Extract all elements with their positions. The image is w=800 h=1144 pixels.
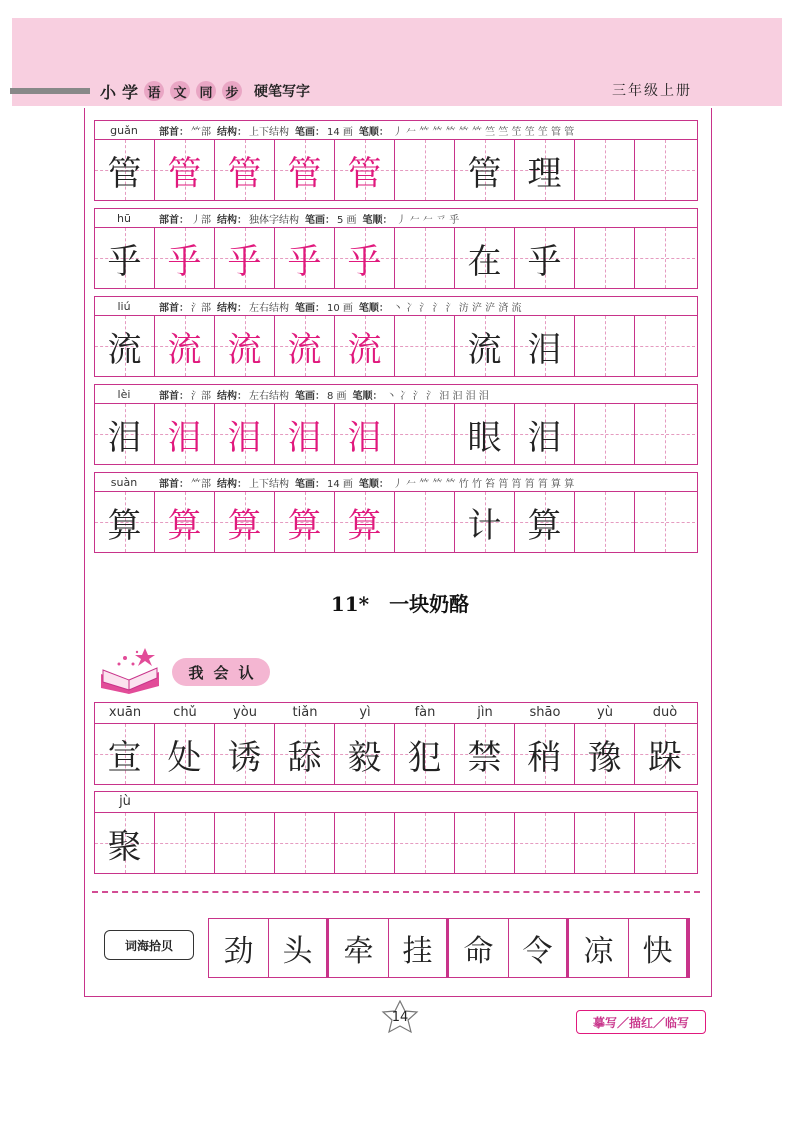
learn-section	[94, 702, 698, 874]
learn-char: 跺	[648, 737, 682, 778]
grid-cell	[635, 724, 695, 784]
model-char: 算	[107, 505, 142, 546]
trace-char: 算	[287, 505, 322, 546]
lesson-title: 11* 一块奶酪	[330, 592, 470, 616]
order-label: 笔顺：	[358, 126, 389, 138]
order-label: 笔顺：	[358, 478, 389, 490]
radical-label: 部首：	[159, 390, 189, 402]
grid-cell	[155, 316, 215, 376]
word-bank-char: 牵	[343, 934, 374, 969]
grid-cell	[395, 316, 455, 376]
learn-pinyin: yòu	[233, 705, 257, 720]
word-bank-char: 挂	[402, 934, 433, 969]
model-char: 流	[107, 329, 142, 370]
empty-pinyin	[275, 792, 335, 812]
learn-pinyin: shāo	[529, 705, 561, 720]
stroke-order: 丿 𠂉 𥫗 𥫗 𥫗 𥫗 𥫗 竺 竺 笁 笁 笁 管 管	[392, 126, 575, 138]
grid-cell	[155, 492, 215, 552]
char-info-row	[94, 472, 698, 491]
grid-cell	[335, 316, 395, 376]
learn-pinyin: yì	[359, 705, 371, 720]
order-label: 笔顺：	[352, 390, 383, 402]
divider-line	[92, 891, 700, 893]
grid-cell	[215, 813, 275, 873]
grid-cell	[515, 316, 575, 376]
structure-label: 结构：	[217, 390, 247, 402]
grid-cell	[575, 724, 635, 784]
grid-cell	[335, 492, 395, 552]
grid-cell	[455, 813, 515, 873]
grid-cell	[395, 140, 455, 200]
grid-cell	[215, 316, 275, 376]
trace-char: 泪	[227, 417, 262, 458]
char-info-row	[94, 120, 698, 139]
word-bank-char: 头	[282, 934, 313, 969]
trace-char: 流	[347, 329, 382, 370]
stroke-order: 丿 𠂉 𠂉 乊 乎	[396, 214, 460, 226]
char-pinyin: suàn	[110, 475, 138, 489]
char-grid	[94, 491, 698, 553]
trace-char: 管	[287, 153, 322, 194]
empty-pinyin	[155, 792, 215, 812]
learn-label	[172, 658, 270, 686]
strokes-label: 笔画：	[295, 126, 325, 138]
grid-cell	[95, 724, 155, 784]
empty-pinyin	[395, 792, 455, 812]
char-info-row	[94, 384, 698, 403]
grid-cell	[515, 813, 575, 873]
grid-cell	[455, 724, 515, 784]
radical-label: 部首：	[159, 126, 189, 138]
char-pinyin: guǎn	[110, 123, 138, 137]
radical-value: 氵部	[191, 302, 211, 314]
learn-label-char: 我	[188, 663, 204, 682]
learn-pinyin: jìn	[477, 705, 493, 720]
grade-label: 三年级上册	[612, 83, 692, 99]
word-char: 算	[527, 505, 562, 546]
grid-cell	[395, 404, 455, 464]
grid-cell	[335, 228, 395, 288]
order-label: 笔顺：	[362, 214, 393, 226]
grid-cell	[395, 228, 455, 288]
grid-cell	[275, 140, 335, 200]
radical-value: ⺮部	[191, 478, 211, 490]
strokes-value: 5 画	[337, 214, 357, 226]
grid-cell	[155, 228, 215, 288]
word-char: 理	[527, 153, 562, 194]
series-char: 学	[122, 82, 139, 102]
grid-cell	[575, 140, 635, 200]
empty-pinyin	[515, 792, 575, 812]
grid-cell	[455, 404, 515, 464]
word-char: 眼	[467, 417, 502, 458]
empty-pinyin	[575, 792, 635, 812]
word-char: 管	[467, 153, 502, 194]
empty-pinyin	[335, 792, 395, 812]
circled-char: 文	[170, 81, 190, 101]
stroke-order: 丶 冫 氵 氵 氵 汸 浐 浐 済 流	[392, 302, 522, 314]
book-title	[100, 80, 310, 102]
grid-cell	[275, 228, 335, 288]
empty-pinyin	[635, 792, 695, 812]
grid-cell	[575, 316, 635, 376]
char-practice-block	[94, 120, 698, 201]
grid-cell	[215, 404, 275, 464]
learn-pinyin-row	[94, 791, 698, 812]
word-bank-cell	[569, 919, 629, 977]
trace-char: 算	[167, 505, 202, 546]
radical-label: 部首：	[159, 302, 189, 314]
word-bank-char: 凉	[583, 934, 614, 969]
learn-char: 宣	[107, 737, 142, 778]
char-practice-block	[94, 472, 698, 553]
grid-cell	[635, 404, 695, 464]
radical-label: 部首：	[159, 214, 189, 226]
grid-cell	[215, 724, 275, 784]
grid-cell	[155, 813, 215, 873]
model-char: 泪	[107, 417, 142, 458]
word-char: 计	[467, 505, 502, 546]
grid-cell	[335, 813, 395, 873]
learn-pinyin: duò	[652, 705, 678, 720]
grid-cell	[455, 228, 515, 288]
word-bank-char: 命	[463, 934, 494, 969]
char-info-row	[94, 296, 698, 315]
book-subtitle: 硬笔写字	[254, 84, 311, 100]
grid-cell	[515, 492, 575, 552]
trace-char: 管	[167, 153, 202, 194]
learn-char: 舔	[287, 737, 322, 778]
grid-cell	[155, 140, 215, 200]
grid-cell	[335, 404, 395, 464]
structure-label: 结构：	[217, 214, 247, 226]
word-bank-cell	[209, 919, 269, 977]
book-icon	[95, 644, 165, 694]
learn-char-grid	[94, 812, 698, 874]
learn-label-char: 认	[238, 663, 254, 682]
learn-char: 聚	[107, 826, 142, 867]
grid-cell	[515, 228, 575, 288]
learn-pinyin: yù	[597, 705, 613, 720]
stroke-order: 丶 冫 氵 氵 汩 汩 泪 泪	[386, 390, 489, 402]
grid-cell	[95, 492, 155, 552]
grid-cell	[275, 492, 335, 552]
char-pinyin: liú	[117, 299, 131, 313]
order-label: 笔顺：	[358, 302, 389, 314]
grid-cell	[275, 724, 335, 784]
word-bank-cell	[449, 919, 509, 977]
grid-cell	[575, 492, 635, 552]
structure-value: 上下结构	[249, 126, 289, 138]
grid-cell	[155, 404, 215, 464]
trace-char: 管	[347, 153, 382, 194]
learn-char: 禁	[467, 737, 502, 778]
strokes-label: 笔画：	[295, 478, 325, 490]
learn-pinyin: tiǎn	[292, 705, 318, 720]
trace-char: 乎	[167, 241, 202, 282]
header-dash	[10, 88, 90, 94]
grid-cell	[335, 724, 395, 784]
radical-label: 部首：	[159, 478, 189, 490]
stroke-order: 丿 𠂉 𥫗 𥫗 𥫗 竹 竹 笞 筲 筲 筲 筲 算 算	[392, 478, 575, 490]
grid-cell	[515, 724, 575, 784]
char-pinyin: hū	[117, 211, 131, 225]
word-bank-cell	[389, 919, 449, 977]
grid-cell	[635, 228, 695, 288]
trace-char: 流	[167, 329, 202, 370]
learn-char: 诱	[227, 737, 262, 778]
word-char: 乎	[527, 241, 562, 282]
structure-label: 结构：	[217, 302, 247, 314]
strokes-value: 8 画	[327, 390, 347, 402]
grid-cell	[155, 724, 215, 784]
word-bank-cell	[509, 919, 569, 977]
word-bank-char: 快	[642, 934, 673, 969]
char-practice-block	[94, 296, 698, 377]
series-char: 小	[100, 82, 117, 102]
grid-cell	[515, 404, 575, 464]
word-bank-cell	[329, 919, 389, 977]
structure-value: 左右结构	[249, 390, 289, 402]
grid-cell	[95, 404, 155, 464]
structure-value: 独体字结构	[249, 214, 299, 226]
word-bank-cell	[269, 919, 329, 977]
learn-pinyin-row	[94, 702, 698, 723]
word-bank-cell	[629, 919, 689, 977]
grid-cell	[95, 813, 155, 873]
word-char: 泪	[527, 417, 562, 458]
grid-cell	[455, 492, 515, 552]
word-bank-char: 劲	[223, 934, 254, 969]
learn-char-grid	[94, 723, 698, 785]
char-pinyin: lèi	[117, 387, 131, 401]
grid-cell	[335, 140, 395, 200]
char-practice-block	[94, 384, 698, 465]
grid-cell	[575, 404, 635, 464]
trace-char: 泪	[347, 417, 382, 458]
grid-cell	[95, 228, 155, 288]
char-practice-block	[94, 208, 698, 289]
circled-char: 语	[144, 81, 164, 101]
learn-char: 毅	[347, 737, 382, 778]
page-number: 14	[391, 1009, 409, 1025]
strokes-label: 笔画：	[305, 214, 335, 226]
grid-cell	[635, 140, 695, 200]
grid-cell	[575, 228, 635, 288]
trace-char: 乎	[227, 241, 262, 282]
empty-pinyin	[455, 792, 515, 812]
circled-char: 步	[222, 81, 242, 101]
grid-cell	[455, 140, 515, 200]
char-grid	[94, 403, 698, 465]
structure-label: 结构：	[217, 478, 247, 490]
word-bank-char: 令	[522, 934, 553, 969]
learn-char: 处	[167, 737, 202, 778]
strokes-value: 14 画	[327, 478, 353, 490]
grid-cell	[275, 316, 335, 376]
trace-char: 乎	[347, 241, 382, 282]
word-char: 泪	[527, 329, 562, 370]
learn-char: 犯	[407, 737, 442, 778]
grid-cell	[275, 813, 335, 873]
char-grid	[94, 315, 698, 377]
learn-pinyin: xuān	[108, 705, 142, 720]
empty-pinyin	[215, 792, 275, 812]
grid-cell	[455, 316, 515, 376]
circled-char: 同	[196, 81, 216, 101]
learn-char: 稍	[527, 737, 562, 778]
word-char: 流	[467, 329, 502, 370]
trace-char: 乎	[287, 241, 322, 282]
char-grid	[94, 139, 698, 201]
learn-char: 豫	[587, 737, 622, 778]
word-bank-grid	[208, 918, 690, 978]
trace-char: 管	[227, 153, 262, 194]
grid-cell	[395, 492, 455, 552]
radical-value: 氵部	[191, 390, 211, 402]
trace-char: 算	[227, 505, 262, 546]
model-char: 乎	[107, 241, 142, 282]
radical-value: 丿部	[191, 214, 211, 226]
structure-label: 结构：	[217, 126, 247, 138]
learn-pinyin: jù	[119, 794, 131, 809]
grid-cell	[635, 316, 695, 376]
footer-tag: 摹写／描红／临写	[576, 1010, 706, 1034]
grid-cell	[215, 228, 275, 288]
model-char: 管	[107, 153, 142, 194]
grid-cell	[95, 140, 155, 200]
learn-pinyin: fàn	[414, 705, 436, 720]
strokes-label: 笔画：	[295, 302, 325, 314]
radical-value: ⺮部	[191, 126, 211, 138]
char-info-row	[94, 208, 698, 227]
grid-cell	[575, 813, 635, 873]
strokes-value: 10 画	[327, 302, 353, 314]
trace-char: 泪	[167, 417, 202, 458]
learn-pinyin: chǔ	[173, 705, 197, 720]
trace-char: 流	[227, 329, 262, 370]
strokes-value: 14 画	[327, 126, 353, 138]
grid-cell	[395, 813, 455, 873]
strokes-label: 笔画：	[295, 390, 325, 402]
learn-label-char: 会	[213, 663, 229, 682]
grid-cell	[215, 492, 275, 552]
trace-char: 泪	[287, 417, 322, 458]
trace-char: 流	[287, 329, 322, 370]
char-grid	[94, 227, 698, 289]
word-bank-label: 词海拾贝	[104, 930, 194, 960]
grid-cell	[215, 140, 275, 200]
structure-value: 上下结构	[249, 478, 289, 490]
grid-cell	[95, 316, 155, 376]
grid-cell	[635, 492, 695, 552]
grid-cell	[515, 140, 575, 200]
grid-cell	[275, 404, 335, 464]
word-char: 在	[467, 241, 502, 282]
grid-cell	[395, 724, 455, 784]
structure-value: 左右结构	[249, 302, 289, 314]
trace-char: 算	[347, 505, 382, 546]
grid-cell	[635, 813, 695, 873]
